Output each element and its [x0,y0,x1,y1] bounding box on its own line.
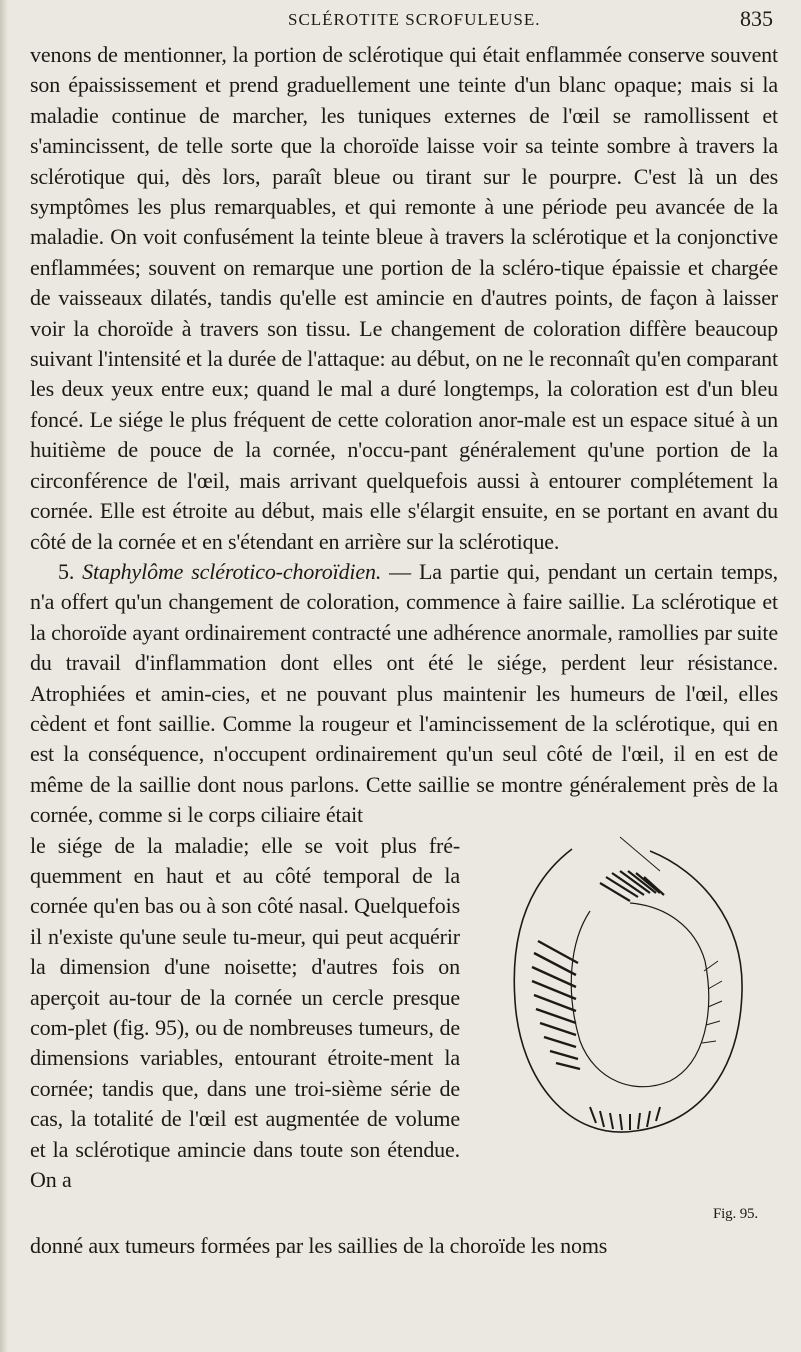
fig-pointer-line [620,837,660,871]
figure-caption: Fig. 95. [712,1205,758,1222]
staphyloma-eye-illustration [460,831,778,1231]
section-number: 5. [58,558,75,584]
page-header [0,6,801,36]
fig-inner-contour [571,903,708,1087]
wrapped-text: le siége de la maladie; elle se voit plus fré-quemment en haut et au côté temporal de la cornée qu'en bas ou à son côté nasal. Quelquefois il n'existe qu'une seule tu-meur, qui peut acquérir la dimension d'une noisette; d'autres fois on aperçoit au-tour de la cornée un cercle presque com-plet (fig. 95), ou de nombreuses tumeurs, de dimensions variables, entourant étroite-ment la cornée; tandis que, dans une troi-sième série de cas, la totalité de l'œil est augmentée de volume et la sclérotique amincie dans toute son étendue. On a [30,832,460,1193]
page-number: 835 [740,6,773,31]
fig-upper-hatching [600,871,664,901]
figure-wrap-row [30,831,778,1231]
paragraph-2-text: — La partie qui, pendant un certain temps, n'a offert qu'un changement de coloration, commence à faire saillie. La sclérotique et la choroïde ayant ordinairement contracté une adhérence anormale, ramollies par suite du travail d'inflammation dont elles ont été le siége, perdent leur résistance. Atrophiées et amin-cies, et ne pouvant plus maintenir les humeurs de l'œil, elles cèdent et font saillie. Comme la rougeur et l'amincissement de la sclérotique, qui en est la conséquence, n'occupent ordinairement qu'un seul côté de l'œil, il en est de même de la saillie dont nous parlons. Cette saillie se montre généralement près de la cornée, comme si le corps ciliaire était [30,558,778,828]
paragraph-1: venons de mentionner, la portion de sclérotique qui était enflammée conserve souvent son épaississement et prend graduellement une teinte d'un blanc opaque; mais si la maladie continue de marcher, les tuniques externes de l'œil se ramollissent et s'amincissent, de telle sorte que la choroïde laisse voir sa teinte sombre à travers la sclérotique qui, dès lors, paraît bleue ou tirant sur le pourpre. C'est là un des symptômes les plus remarquables, et qui remonte à une période peu avancée de la maladie. On voit confusément la teinte bleue à travers la sclérotique et la conjonctive enflammées; souvent on remarque une portion de la scléro-tique épaissie et chargée de vaisseaux dilatés, tandis qu'elle est amincie en d'autres points, de façon à laisser voir la choroïde à travers son tissu. Le changement de coloration diffère beaucoup suivant l'intensité et la durée de l'attaque: au début, on ne le reconnaît qu'en comparant les deux yeux entre eux; quand le mal a duré longtemps, la coloration est d'un bleu foncé. Le siége le plus fréquent de cette coloration anor-male est un espace situé à un huitième de pouce de la cornée, n'occu-pant généralement qu'une portion de la circonférence de l'œil, mais arrivant quelquefois aussi à entourer complétement la cornée. Elle est étroite au début, mais elle s'élargit ensuite, en se portant en avant du côté de la cornée et en s'étendant en arrière sur la sclérotique. [30,42,778,554]
paragraph-2-last-line: donné aux tumeurs formées par les saillies de la choroïde les noms [30,1232,608,1258]
body-text [30,40,778,1261]
fig-bottom-hatching [590,1107,660,1130]
running-title: SCLÉROTITE SCROFULEUSE. [288,10,541,29]
figure-95 [460,831,778,1231]
section-title: Staphylôme sclérotico-choroïdien. [82,558,382,584]
paragraph-2 [30,557,778,831]
page-edge [0,0,8,1352]
